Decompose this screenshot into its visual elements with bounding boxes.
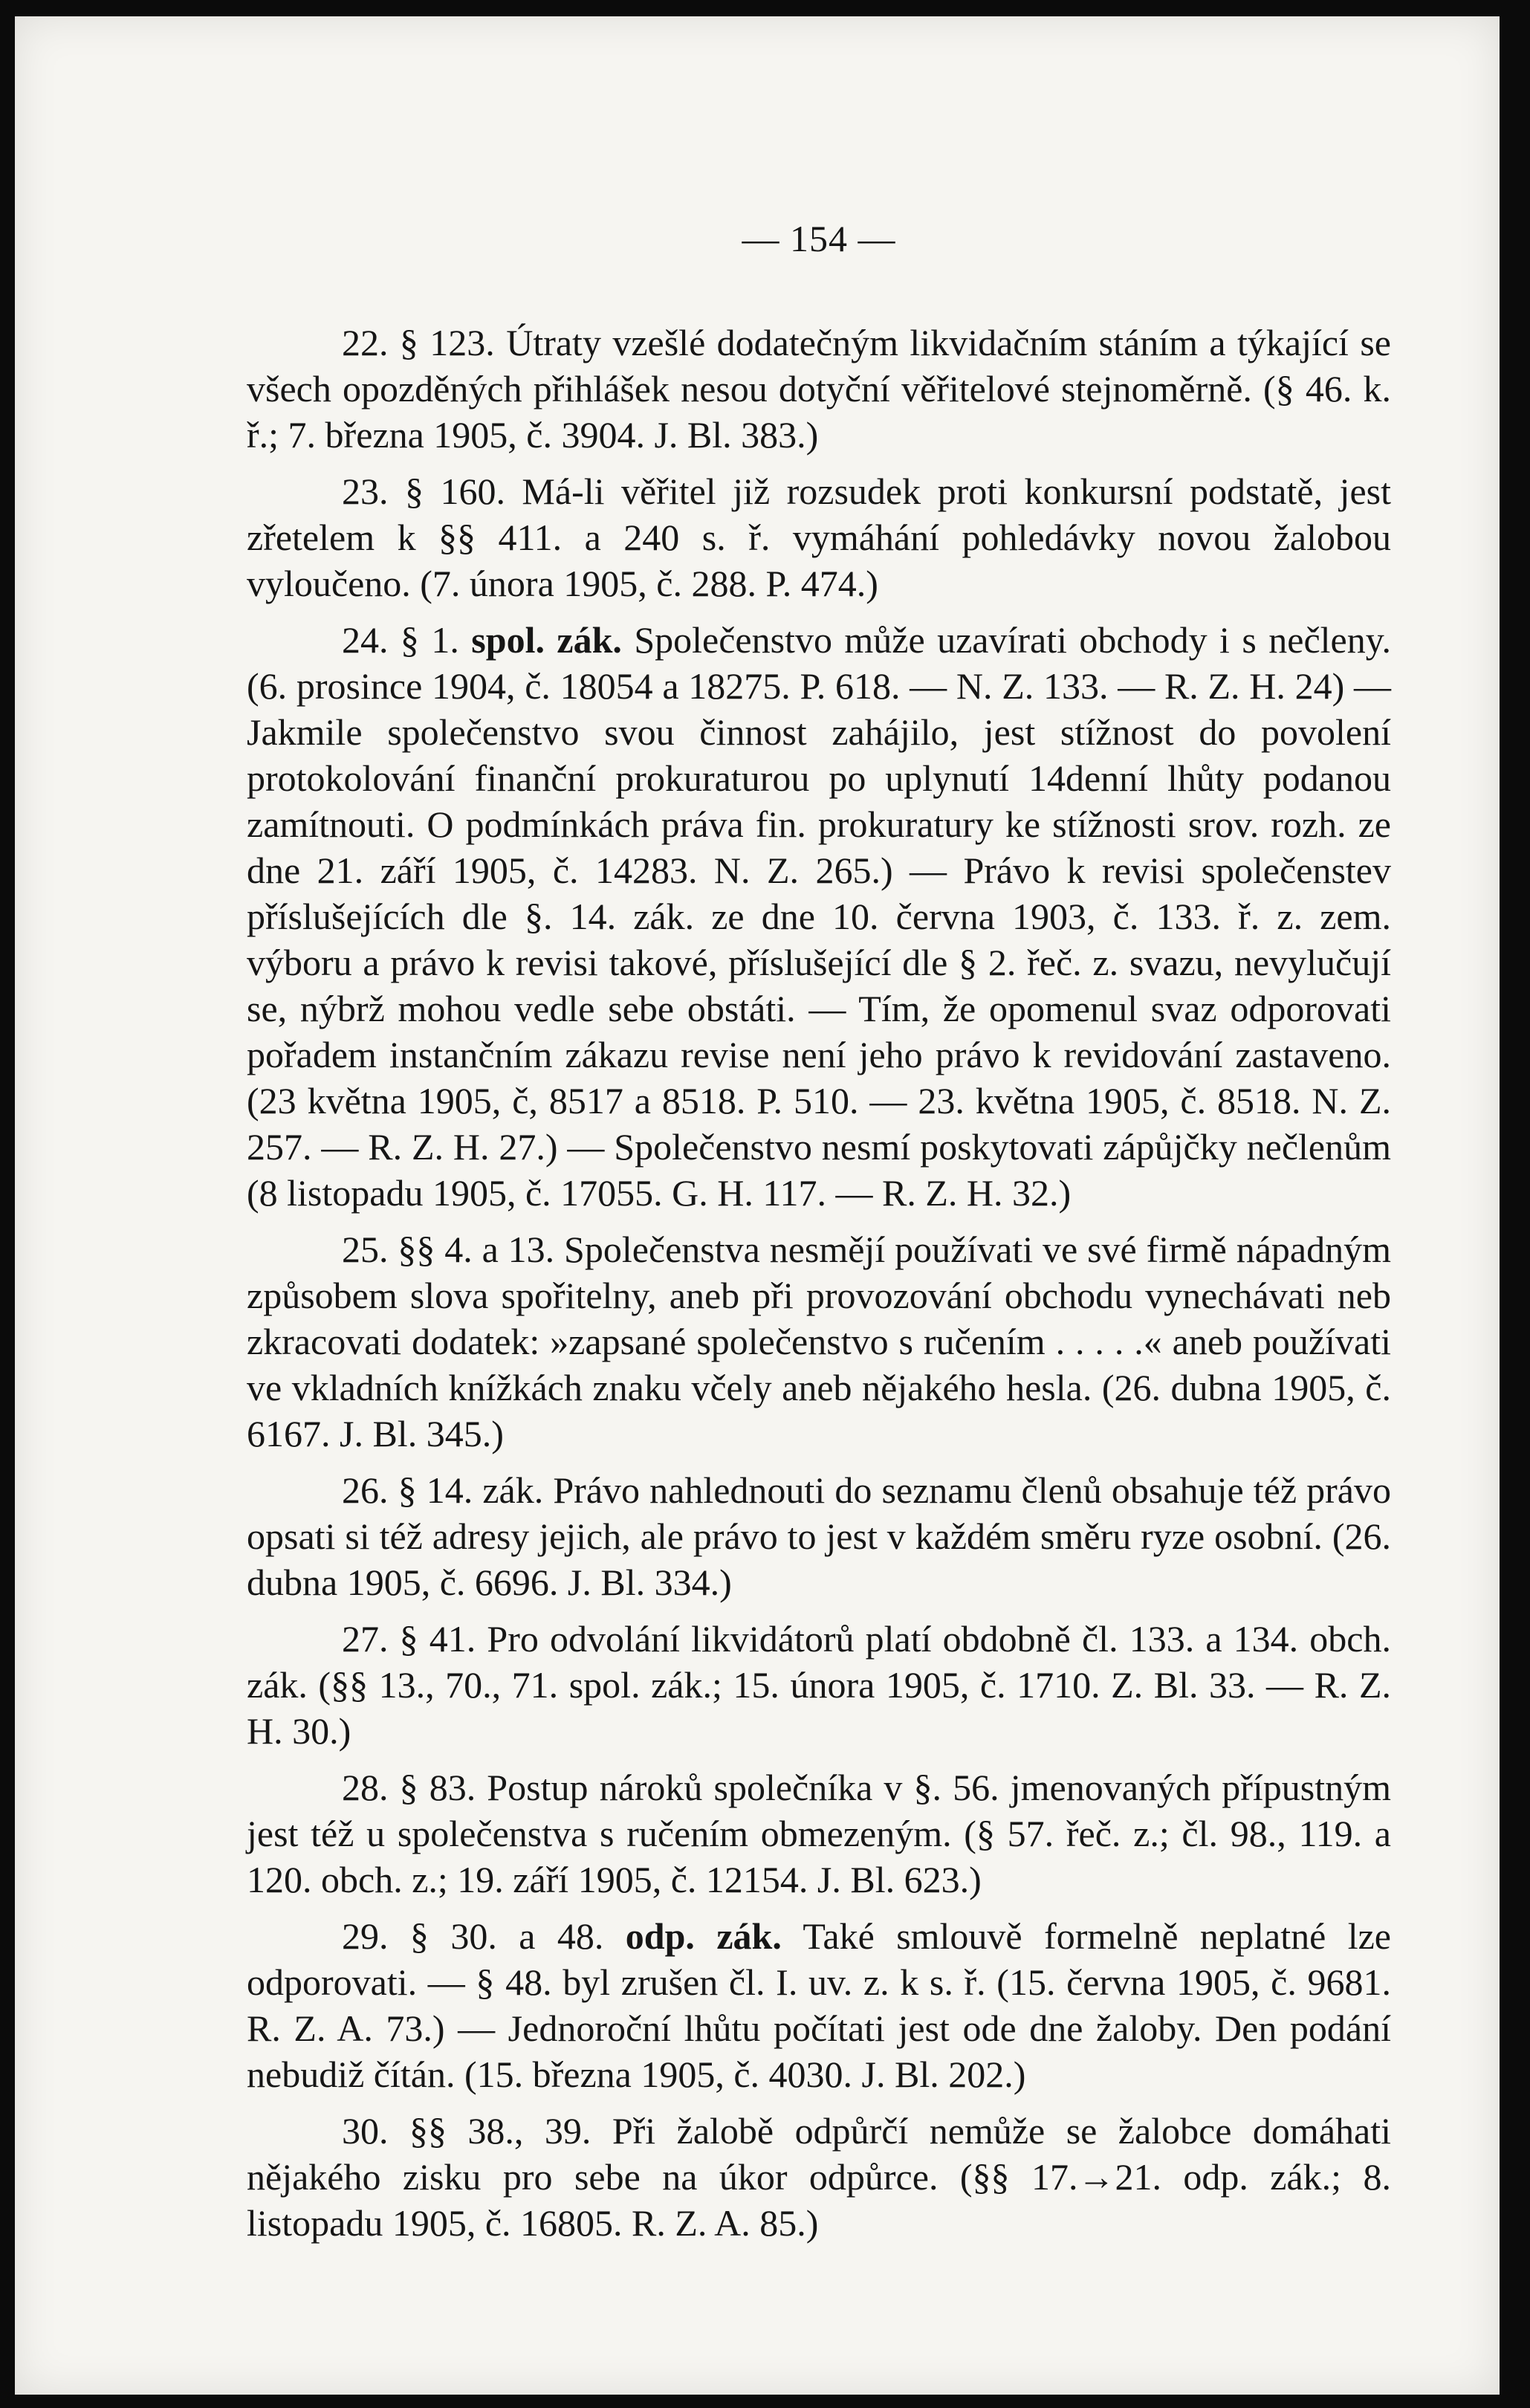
entry-26 bbox=[247, 1467, 1391, 1605]
entry-30 bbox=[247, 2108, 1391, 2246]
entry-text: 27. § 41. Pro odvolání likvidátorů platí obdobně čl. 133. a 134. obch. zák. (§§ 13., 70., 71. spol. zák.; 15. února 1905, č. 1710. Z. Bl. 33. — R. Z. H. 30.) bbox=[247, 1618, 1391, 1752]
entry-text: 26. § 14. zák. Právo nahlednouti do seznamu členů obsahuje též právo opsati si též adresy jejich, ale právo to jest v každém směru ryze osobní. (26. dubna 1905, č. 6696. J. Bl. 334.) bbox=[247, 1469, 1391, 1603]
entry-24 bbox=[247, 617, 1391, 1216]
entry-bold-term: odp. zák. bbox=[625, 1915, 782, 1957]
entry-text: 22. § 123. Útraty vzešlé dodatečným likvidačním stáním a týkající se všech opozděných přihlášek nesou dotyční věřitelové stejnoměrně. (§ 46. k. ř.; 7. března 1905, č. 3904. J. Bl. 383.) bbox=[247, 322, 1391, 456]
entry-28 bbox=[247, 1764, 1391, 1903]
entry-text: 25. §§ 4. a 13. Společenstva nesmějí používati ve své firmě nápadným způsobem slova spořitelny, aneb při provozování obchodu vynechávati neb zkracovati dodatek: »zapsané společenstvo s ručením . . . . .« aneb používati ve vkladních knížkách znaku včely aneb nějakého hesla. (26. dubna 1905, č. 6167. J. Bl. 345.) bbox=[247, 1229, 1391, 1454]
entry-text: 30. §§ 38., 39. Při žalobě odpůrčí nemůže se žalobce domáhati nějakého zisku pro sebe na úkor odpůrce. (§§ 17.→21. odp. zák.; 8. listopadu 1905, č. 16805. R. Z. A. 85.) bbox=[247, 2110, 1391, 2244]
entry-text: Společenstvo může uzavírati obchody i s nečleny. (6. prosince 1904, č. 18054 a 18275. P. 618. — N. Z. 133. — R. Z. H. 24) — Jakmile společenstvo svou činnost zahájilo, jest stížnost do povolení protokolování finanční prokuraturou po uplynutí 14denní lhůty podanou zamítnouti. O podmínkách práva fin. prokuratury ke stížnosti srov. rozh. ze dne 21. září 1905, č. 14283. N. Z. 265.) — Právo k revisi společenstev příslušejících dle §. 14. zák. ze dne 10. června 1903, č. 133. ř. z. zem. výboru a právo k revisi takové, příslušející dle § 2. řeč. z. svazu, nevylučují se, nýbrž mohou vedle sebe obstáti. — Tím, že opomenul svaz odporovati pořadem instančním zákazu revise není jeho právo k revidování zastaveno. (23 května 1905, č, 8517 a 8518. P. 510. — 23. května 1905, č. 8518. N. Z. 257. — R. Z. H. 27.) — Společenstvo nesmí poskytovati zápůjčky nečlenům (8 listopadu 1905, č. 17055. G. H. 117. — R. Z. H. 32.) bbox=[247, 619, 1391, 1214]
entry-23 bbox=[247, 468, 1391, 606]
entry-29 bbox=[247, 1913, 1391, 2097]
entry-text: 23. § 160. Má-li věřitel již rozsudek proti konkursní podstatě, jest zřetelem k §§ 411. a 240 s. ř. vymáhání pohledávky novou žalobou vyloučeno. (7. února 1905, č. 288. P. 474.) bbox=[247, 470, 1391, 604]
page-sheet bbox=[15, 16, 1500, 2395]
entry-lead: 24. § 1. bbox=[342, 619, 472, 661]
entry-bold-term: spol. zák. bbox=[471, 619, 622, 661]
entry-27 bbox=[247, 1616, 1391, 1754]
entry-lead: 29. § 30. a 48. bbox=[342, 1915, 626, 1957]
entry-text: 28. § 83. Postup nároků společníka v §. 56. jmenovaných přípustným jest též u společenstva s ručením obmezeným. (§ 57. řeč. z.; čl. 98., 119. a 120. obch. z.; 19. září 1905, č. 12154. J. Bl. 623.) bbox=[247, 1767, 1391, 1900]
entry-22 bbox=[247, 320, 1391, 458]
entry-text: Také smlouvě formelně neplatné lze odporovati. — § 48. byl zrušen čl. I. uv. z. k s. ř. (15. června 1905, č. 9681. R. Z. A. 73.) — Jednoroční lhůtu počítati jest ode dne žaloby. Den podání nebudiž čítán. (15. března 1905, č. 4030. J. Bl. 202.) bbox=[247, 1915, 1391, 2095]
page-content bbox=[247, 217, 1391, 2256]
page-number: — 154 — bbox=[742, 218, 896, 259]
entry-25 bbox=[247, 1226, 1391, 1457]
